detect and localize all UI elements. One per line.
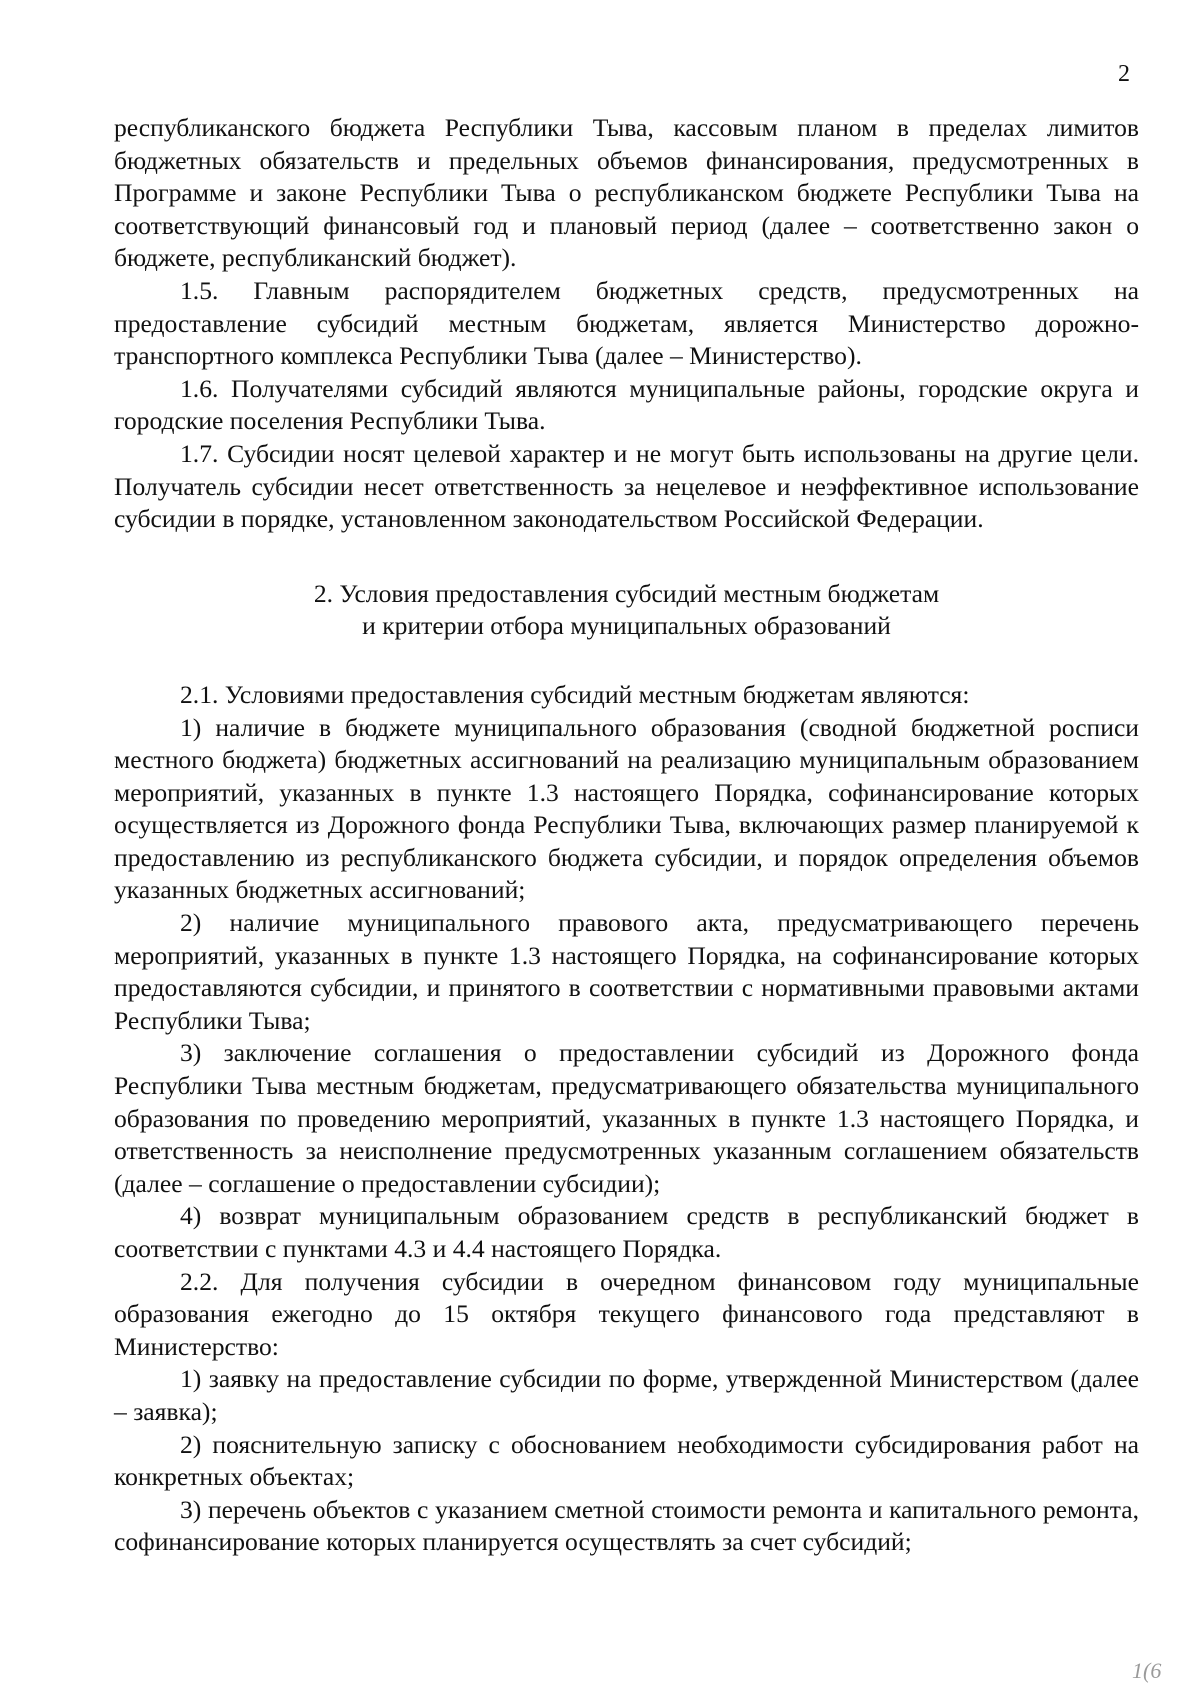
document-body [114, 112, 1139, 1559]
handwritten-mark: 1(6 [1132, 1658, 1162, 1683]
paragraph-continuation: республиканского бюджета Республики Тыва, кассовым планом в пределах лимитов бюджетных обязательств и предельных объемов финансирования, предусмотренных в Программе и законе Республики Тыва о республиканском бюджете Республики Тыва на соответствующий финансовый год и плановый период (далее – соответственно закон о бюджете, республиканский бюджет). [114, 113, 1139, 273]
paragraph-1-6: 1.6. Получателями субсидий являются муниципальные районы, городские округа и городские поселения Республики Тыва. [114, 373, 1139, 436]
paragraph-2-1: 2.1. Условиями предоставления субсидий местным бюджетам являются: [180, 679, 970, 709]
section-heading-line-1: 2. Условия предоставления субсидий местным бюджетам [313, 578, 940, 608]
section-heading-line-2: и критерии отбора муниципальных образований [362, 611, 891, 641]
page-number: 2 [1118, 61, 1130, 87]
paragraph-2-2: 2.2. Для получения субсидии в очередном финансовом году муниципальные образования ежегодно до 15 октября текущего финансового года представляют в Министерство: [114, 1266, 1139, 1361]
list-item-2-2-3: 3) перечень объектов с указанием сметной стоимости ремонта и капитального ремонта, софинансирование которых планируется осуществлять за счет субсидий; [114, 1494, 1139, 1557]
list-item-2-1-3: 3) заключение соглашения о предоставлении субсидий из Дорожного фонда Республики Тыва местным бюджетам, предусматривающего обязательства муниципального образования по проведению мероприятий, указанных в пункте 1.3 настоящего Порядка, и ответственность за неисполнение предусмотренных указанным соглашением обязательств (далее – соглашение о предоставлении субсидии); [114, 1038, 1139, 1198]
list-item-2-1-4: 4) возврат муниципальным образованием средств в республиканский бюджет в соответствии с пунктами 4.3 и 4.4 настоящего Порядка. [114, 1201, 1139, 1263]
list-item-2-2-2: 2) пояснительную записку с обоснованием необходимости субсидирования работ на конкретных объектах; [114, 1429, 1139, 1492]
list-item-2-1-2: 2) наличие муниципального правового акта, предусматривающего перечень мероприятий, указанных в пункте 1.3 настоящего Порядка, на софинансирование которых предоставляются субсидии, и принятого в соответствии с нормативными правовыми актами Республики Тыва; [114, 908, 1139, 1035]
paragraph-1-5: 1.5. Главным распорядителем бюджетных средств, предусмотренных на предоставление субсидий местным бюджетам, является Министерство дорожно-транспортного комплекса Республики Тыва (далее – Министерство). [114, 275, 1139, 371]
paragraph-1-7: 1.7. Субсидии носят целевой характер и не могут быть использованы на другие цели. Получатель субсидии несет ответственность за нецелевое и неэффективное использование субсидии в порядке, установленном законодательством Российской Федерации. [114, 438, 1139, 534]
section-heading [114, 578, 1139, 643]
list-item-2-2-1: 1) заявку на предоставление субсидии по форме, утвержденной Министерством (далее – заявка); [114, 1364, 1139, 1426]
list-item-2-1-1: 1) наличие в бюджете муниципального образования (сводной бюджетной росписи местного бюджета) бюджетных ассигнований на реализацию муниципальным образованием мероприятий, указанных в пункте 1.3 настоящего Порядка, софинансирование которых осуществляется из Дорожного фонда Республики Тыва, включающих размер планируемой к предоставлению из республиканского бюджета субсидии, и порядок определения объемов указанных бюджетных ассигнований; [114, 712, 1139, 905]
